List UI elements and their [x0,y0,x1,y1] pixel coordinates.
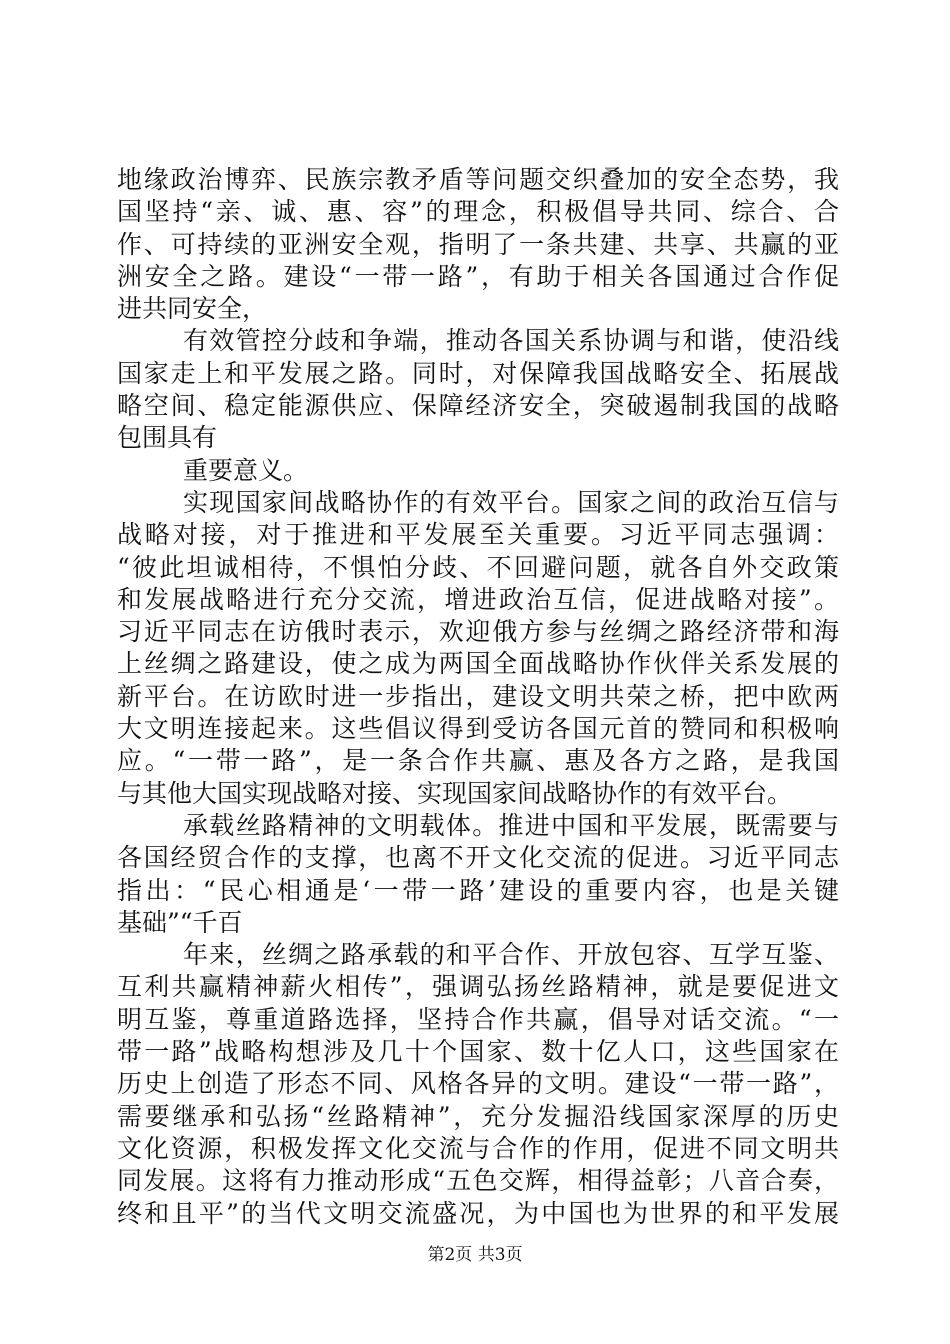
text-line: 与其他大国实现战略对接、实现国家间战略协作的有效平台。 [117,778,793,808]
text-line: 和发展战略进行充分交流，增进政治互信，促进战略对接”。 [117,584,839,614]
text-line: 战略对接，对于推进和平发展至关重要。习近平同志强调： [117,520,839,550]
text-line: 包围具有 [117,423,218,453]
text-line: 历史上创造了形态不同、风格各异的文明。建设“一带一路”， [117,1069,839,1099]
text-line: 略空间、稳定能源供应、保障经济安全，突破遏制我国的战略 [117,391,839,421]
text-line: 洲安全之路。建设“一带一路”，有助于相关各国通过合作促 [117,261,839,291]
text-line: 作、可持续的亚洲安全观，指明了一条共建、共享、共赢的亚 [117,229,839,259]
text-line: 地缘政治博弈、民族宗教矛盾等问题交织叠加的安全态势，我 [117,165,839,194]
text-line: 进共同安全， [117,294,268,324]
text-line: 应。“一带一路”，是一条合作共赢、惠及各方之路，是我国 [117,746,839,776]
text-line: 指出：“民心相通是‘一带一路’建设的重要内容，也是关键 [117,875,839,905]
text-line: 各国经贸合作的支撑，也离不开文化交流的促进。习近平同志 [117,843,839,873]
text-line: 上丝绸之路建设，使之成为两国全面战略协作伙伴关系发展的 [117,649,839,679]
text-line: 互利共赢精神薪火相传”，强调弘扬丝路精神，就是要促进文 [117,972,839,1002]
text-line: “彼此坦诚相待，不惧怕分歧、不回避问题，就各自外交政策 [117,552,839,582]
text-line: 基础”“千百 [117,907,243,937]
text-line: 新平台。在访欧时进一步指出，建设文明共荣之桥，把中欧两 [117,681,839,711]
text-line: 带一路”战略构想涉及几十个国家、数十亿人口，这些国家在 [117,1037,839,1067]
text-line: 重要意义。 [183,455,309,485]
text-line: 有效管控分歧和争端，推动各国关系协调与和谐，使沿线 [183,326,839,356]
text-line: 国家走上和平发展之路。同时，对保障我国战略安全、拓展战 [117,358,839,388]
text-line: 明互鉴，尊重道路选择，坚持合作共赢，倡导对话交流。“一 [117,1004,839,1034]
text-line: 需要继承和弘扬“丝路精神”，充分发掘沿线国家深厚的历史 [117,1101,839,1131]
document-body [117,164,839,1230]
text-line: 国坚持“亲、诚、惠、容”的理念，积极倡导共同、综合、合 [117,197,839,227]
text-line: 承载丝路精神的文明载体。推进中国和平发展，既需要与 [183,810,839,840]
text-line: 终和且平”的当代文明交流盛况，为中国也为世界的和平发展 [117,1198,839,1228]
text-line: 文化资源，积极发挥文化交流与合作的作用，促进不同文明共 [117,1133,839,1163]
text-line: 大文明连接起来。这些倡议得到受访各国元首的赞同和积极响 [117,714,839,744]
text-line: 同发展。这将有力推动形成“五色交辉，相得益彰；八音合奏， [117,1166,839,1196]
text-line: 实现国家间战略协作的有效平台。国家之间的政治互信与 [183,487,839,517]
text-line: 习近平同志在访俄时表示，欢迎俄方参与丝绸之路经济带和海 [117,617,839,647]
page-footer: 第2页 共3页 [427,1245,523,1265]
text-line: 年来，丝绸之路承载的和平合作、开放包容、互学互鉴、 [183,940,839,970]
